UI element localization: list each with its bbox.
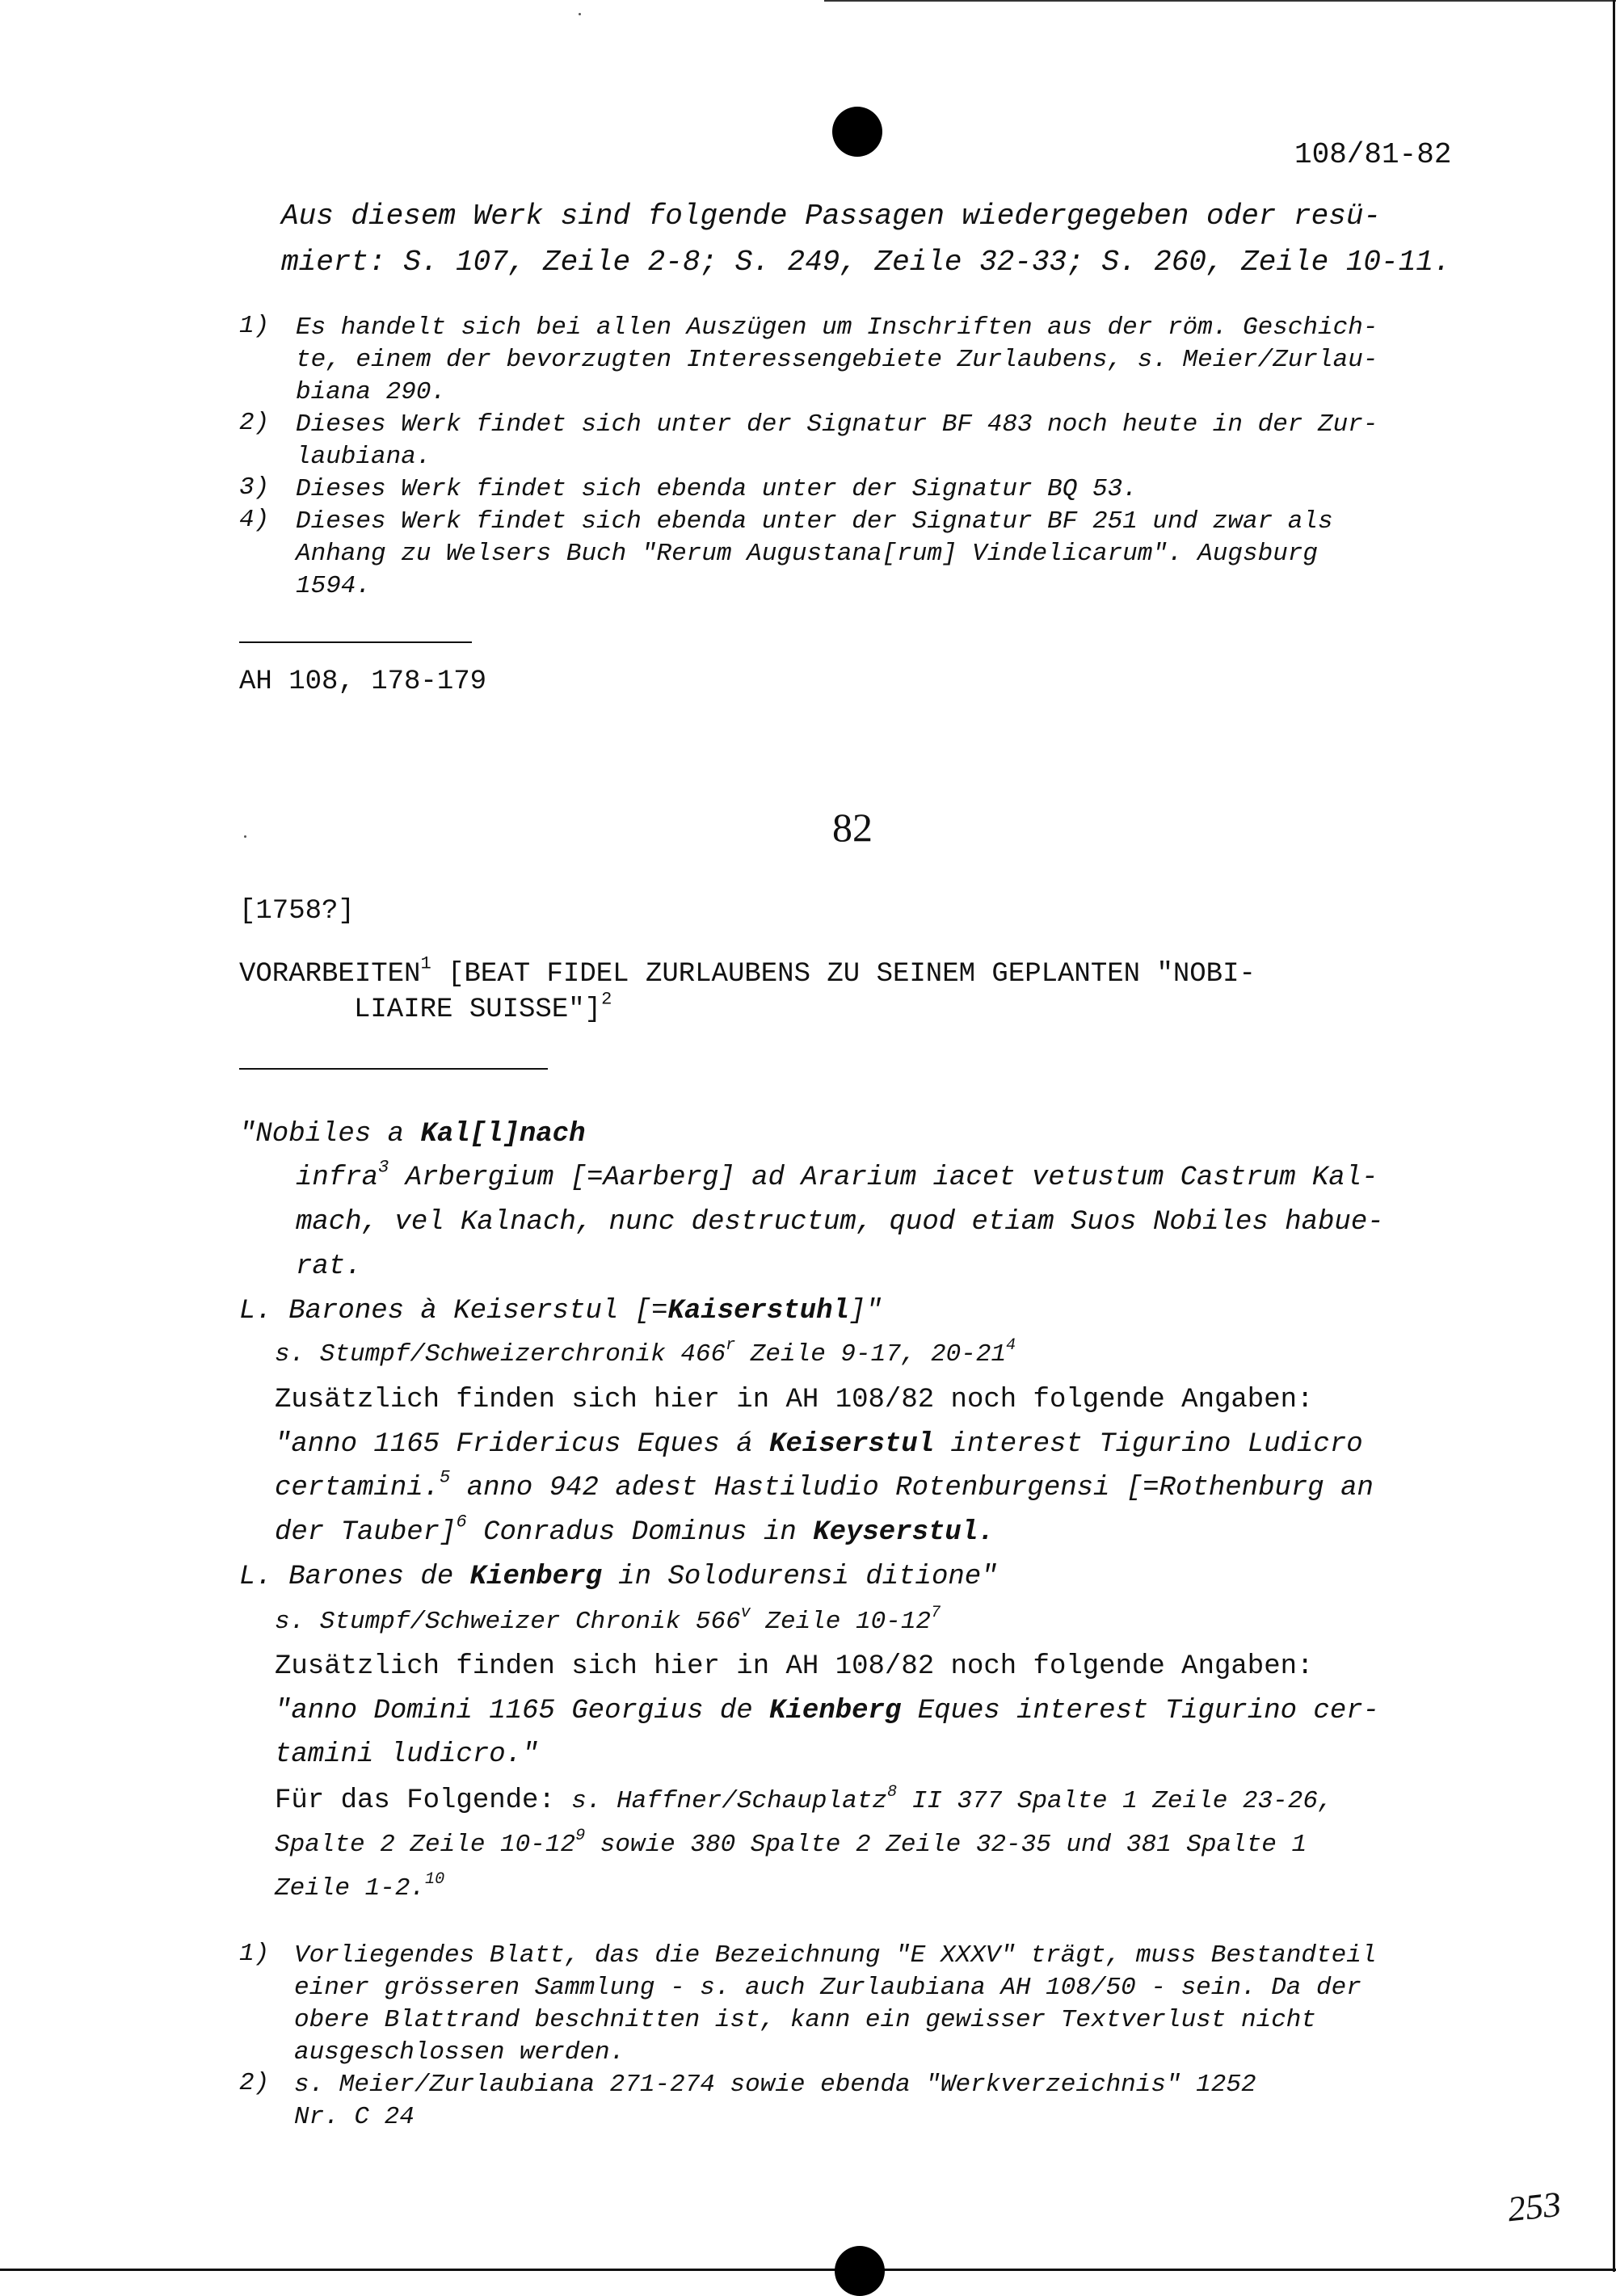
footnote-line: laubiana.: [296, 443, 431, 471]
page-edge-bottom: [0, 2269, 1616, 2271]
separator-rule: [239, 641, 472, 643]
kalnach-text-3: rat.: [296, 1251, 362, 1282]
page-edge-top: [824, 0, 1616, 2]
kalnach-heading: "Nobiles a Kal[l]nach: [239, 1119, 586, 1150]
footnote-line: Es handelt sich bei allen Auszügen um Inschriften aus der röm. Geschich-: [296, 313, 1378, 342]
footnote-number: 1): [239, 312, 270, 340]
footnote-number: 2): [239, 2069, 270, 2097]
scan-speck: [579, 13, 581, 15]
handwritten-folio-number: 253: [1505, 2184, 1563, 2230]
footnote-line: 1594.: [296, 572, 372, 600]
footnote-line: s. Meier/Zurlaubiana 271-274 sowie ebenda "Werkverzeichnis" 1252: [294, 2071, 1256, 2099]
punch-hole-bottom: [835, 2246, 885, 2296]
footnote-line: ausgeschlossen werden.: [294, 2038, 625, 2067]
entry-title-line-2: LIAIRE SUISSE"]$^2$: [354, 989, 612, 1025]
intro-line-2: miert: S. 107, Zeile 2-8; S. 249, Zeile 32-33; S. 260, Zeile 10-11.: [281, 246, 1451, 279]
footnote-line: obere Blattrand beschnitten ist, kann ein gewisser Textverlust nicht: [294, 2006, 1317, 2034]
certamini-line: certamini.$^5$ anno 942 adest Hastiludio Rotenburgensi [=Rothenburg an: [275, 1467, 1374, 1503]
barones-keiserstul-heading: L. Barones à Keiserstul [=Kaiserstuhl]": [239, 1296, 882, 1327]
kalnach-text-1: infra$^3$ Arbergium [=Aarberg] ad Ararium iacet vetustum Castrum Kal-: [296, 1157, 1378, 1193]
entry-title-line-1: VORARBEITEN$^1$ [BEAT FIDEL ZURLAUBENS ZU SEINEM GEPLANTEN "NOBI-: [239, 953, 1256, 990]
scan-speck: [244, 835, 246, 838]
additional-info-1: Zusätzlich finden sich hier in AH 108/82 noch folgende Angaben:: [275, 1385, 1314, 1415]
footnote-line: Dieses Werk findet sich ebenda unter der Signatur BQ 53.: [296, 475, 1138, 503]
footnote-line: einer grösseren Sammlung - s. auch Zurlaubiana AH 108/50 - sein. Da der: [294, 1974, 1361, 2002]
haffner-reference-line: Für das Folgende: s. Haffner/Schauplatz$^8$ II 377 Spalte 1 Zeile 23-26,: [275, 1782, 1333, 1816]
anno-domini-line: "anno Domini 1165 Georgius de Kienberg Eques interest Tigurino cer-: [275, 1696, 1380, 1726]
intro-line-1: Aus diesem Werk sind folgende Passagen wiedergegeben oder resü-: [281, 200, 1382, 233]
footnote-line: te, einem der bevorzugten Interessengebiete Zurlaubens, s. Meier/Zurlau-: [296, 346, 1378, 374]
barones-kienberg-heading: L. Barones de Kienberg in Solodurensi ditione": [239, 1562, 998, 1592]
footnote-line: Dieses Werk findet sich ebenda unter der Signatur BF 251 und zwar als: [296, 507, 1333, 536]
spalte-line: Spalte 2 Zeile $10-12^9$ sowie 380 Spalte 2 Zeile 32-35 und 381 Spalte 1: [275, 1826, 1307, 1859]
footnote-line: Vorliegendes Blatt, das die Bezeichnung "E XXXV" trägt, muss Bestandteil: [294, 1941, 1377, 1970]
stumpf-reference-1: s. Stumpf/Schweizerchronik 466$^r$ Zeile 9-17, $20-21^4$: [275, 1335, 1016, 1369]
tauber-line: der Tauber]$^6$ Conradus Dominus in Keyserstul.: [275, 1512, 995, 1548]
page-edge-right: [1613, 0, 1615, 2272]
page-reference: 108/81-82: [1294, 138, 1452, 171]
footnote-line: biana 290.: [296, 378, 447, 406]
additional-info-2: Zusätzlich finden sich hier in AH 108/82 noch folgende Angaben:: [275, 1651, 1314, 1682]
kalnach-text-2: mach, vel Kalnach, nunc destructum, quod etiam Suos Nobiles habue-: [296, 1207, 1384, 1238]
footnote-line: Anhang zu Welsers Buch "Rerum Augustana[rum] Vindelicarum". Augsburg: [296, 540, 1319, 568]
separator-rule: [239, 1068, 548, 1070]
anno-1165-line: "anno 1165 Fridericus Eques á Keiserstul interest Tigurino Ludicro: [275, 1429, 1363, 1460]
footnote-number: 4): [239, 506, 270, 534]
footnote-number: 3): [239, 473, 270, 502]
entry-number: 82: [832, 805, 873, 850]
footnote-number: 2): [239, 409, 270, 437]
zeile-line: Zeile 1-2.10: [275, 1869, 445, 1903]
footnote-line: Nr. C 24: [294, 2103, 415, 2131]
entry-date: [1758?]: [239, 896, 355, 927]
footnote-line: Dieses Werk findet sich unter der Signatur BF 483 noch heute in der Zur-: [296, 410, 1378, 439]
punch-hole-top: [832, 107, 882, 157]
tamini-line: tamini ludicro.": [275, 1739, 539, 1770]
source-reference: AH 108, 178-179: [239, 667, 487, 697]
stumpf-reference-2: s. Stumpf/Schweizer Chronik 566$^v$ Zeile $10-12^7$: [275, 1603, 941, 1636]
footnote-number: 1): [239, 1940, 270, 1968]
